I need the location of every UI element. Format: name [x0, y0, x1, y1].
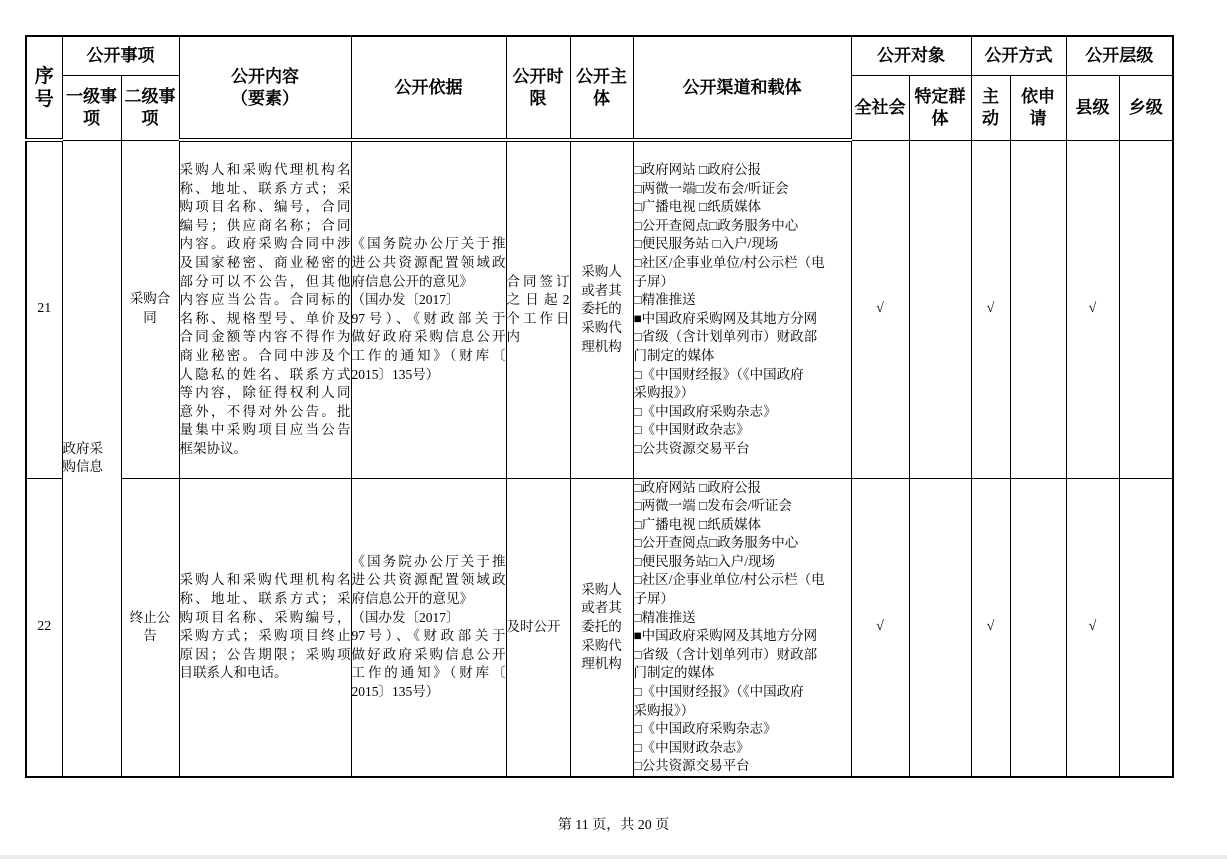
header-item-group: 公开事项 [62, 36, 179, 75]
text-line: ■中国政府采购网及其地方分网 [633, 310, 818, 326]
subject-text [571, 263, 633, 356]
check-mark: √ [1088, 300, 1097, 316]
header-method-request: 依申 请 [1010, 75, 1066, 140]
text-line: 做好政府采购信息公开 [351, 646, 506, 662]
channels-cell [633, 140, 851, 478]
text-line: □政府网站 □政府公报 [633, 479, 762, 495]
row-seq: 21 [26, 140, 62, 478]
text-line: □广播电视 □纸质媒体 [633, 516, 762, 532]
text-line: □政府网站 □政府公报 [633, 162, 762, 177]
level-township-cell [1119, 478, 1173, 777]
text-line: □省级（含计划单列市）财政部 [633, 329, 818, 345]
level2-item-cell [121, 140, 179, 478]
level2-item-text [122, 609, 179, 646]
text-line: 采购代 [581, 637, 622, 653]
text-line: 合同签订 [506, 273, 570, 289]
audience-specific-cell [909, 140, 971, 478]
text-line: 采购合 [129, 291, 171, 307]
text-line: （国办发〔2017〕 [351, 292, 460, 308]
text-line: 商业秘密。合同中涉及个 [179, 347, 351, 363]
table-row [26, 478, 1173, 777]
text-line: 政府采 [62, 440, 103, 456]
header-audience-specific: 特定群 体 [909, 75, 971, 140]
text-line: □《中国财经报》（《中国政府 [633, 684, 804, 700]
text-line: 2015〕135号） [351, 366, 440, 382]
text-line: 框架协议。 [179, 440, 247, 456]
content-text [180, 571, 351, 683]
basis-text [352, 235, 506, 384]
header-level1-item: 一级事 项 [62, 75, 121, 140]
text-line: 《国务院办公厅关于推 [351, 553, 506, 569]
deadline-cell [506, 140, 570, 478]
text-line: 目联系人和电话。 [179, 665, 288, 681]
text-line: 内容。政府采购合同中涉 [179, 236, 351, 252]
table-body [26, 140, 1173, 777]
basis-text [352, 553, 506, 702]
page-number: 第 11 页，共 20 页 [557, 818, 670, 833]
level-township-cell [1119, 140, 1173, 478]
text-line: 门制定的媒体 [633, 665, 715, 681]
disclosure-table [25, 35, 1174, 778]
method-request-cell [1010, 140, 1066, 478]
text-line: 进公共资源配置领域政 [351, 254, 506, 270]
channels-list [634, 479, 851, 777]
table-header [26, 36, 1173, 140]
text-line: 《国务院办公厅关于推 [351, 236, 506, 252]
level-county-cell [1066, 478, 1119, 777]
text-line: 采购报》） [633, 385, 695, 401]
text-line: 或者其 [581, 282, 622, 298]
text-line: □精准推送 [633, 292, 696, 308]
method-request-cell [1010, 478, 1066, 777]
text-line: 委托的 [581, 618, 622, 634]
check-mark: √ [986, 618, 995, 634]
text-line: 采购人和采购代理机构名 [179, 162, 351, 177]
text-line: 进公共资源配置领域政 [351, 572, 506, 588]
audience-specific-cell [909, 478, 971, 777]
check-mark: √ [876, 618, 884, 634]
text-line: 门制定的媒体 [633, 347, 715, 363]
subject-cell [570, 478, 633, 777]
text-line: 终止公 [129, 609, 171, 625]
text-line: □《中国政府采购杂志》 [633, 721, 777, 737]
text-line: 原因；公告期限；采购项 [179, 646, 351, 662]
text-line: 称、地址、联系方式；采 [179, 591, 351, 607]
audience-all-cell [851, 140, 909, 478]
text-line: 采购人 [581, 581, 622, 597]
header-level-township: 乡级 [1119, 75, 1173, 140]
header-level2-item: 二级事 项 [121, 75, 179, 140]
basis-cell [351, 478, 506, 777]
text-line: 及国家秘密、商业秘密的 [179, 254, 351, 270]
text-line: □公共资源交易平台 [633, 758, 750, 774]
text-line: 理机构 [581, 656, 622, 672]
text-line: 内容应当公告。合同标的 [179, 292, 351, 308]
content-cell [179, 140, 351, 478]
level2-item-text [122, 290, 179, 327]
header-audience-all: 全社会 [851, 75, 909, 140]
text-line: 购信息 [62, 459, 103, 475]
deadline-cell [506, 478, 570, 777]
subject-text [571, 581, 633, 674]
header-deadline: 公开时 限 [506, 36, 570, 140]
level2-item-cell [121, 478, 179, 777]
text-line: 购项目名称、编号，合同 [179, 199, 351, 215]
text-line: □《中国财经报》（《中国政府 [633, 366, 804, 382]
method-active-cell [971, 478, 1010, 777]
subject-cell [570, 140, 633, 478]
text-line: 告 [143, 628, 157, 644]
text-line: ■中国政府采购网及其地方分网 [633, 628, 818, 644]
text-line: 个工作日 [506, 310, 570, 326]
text-line: 采购人 [581, 264, 622, 280]
text-line: □便民服务站□入户/现场 [633, 553, 776, 569]
deadline-text [507, 273, 570, 347]
text-line: 97号）、《财政部关于 [351, 628, 506, 644]
text-line: □两微一端 □发布会/听证会 [633, 498, 792, 514]
text-line: 名称、规格型号、单价及 [179, 310, 351, 326]
text-line: 称、地址、联系方式；采 [179, 180, 351, 196]
text-line: 委托的 [581, 301, 622, 317]
text-line: 部分可以不公告，但其他 [179, 273, 351, 289]
text-line: 内 [506, 329, 520, 345]
text-line: □《中国财政杂志》 [633, 422, 750, 438]
page-bottom-edge [0, 855, 1227, 859]
text-line: □《中国政府采购杂志》 [633, 403, 777, 419]
text-line: 量集中采购项目应当公告 [179, 422, 351, 438]
header-seq: 序 号 [26, 36, 62, 140]
level-county-cell [1066, 140, 1119, 478]
text-line: 意外，不得对外公告。批 [179, 403, 351, 419]
header-level-county: 县级 [1066, 75, 1119, 140]
header-method-active: 主 动 [971, 75, 1010, 140]
header-level-group: 公开层级 [1066, 36, 1173, 75]
text-line: □公共资源交易平台 [633, 440, 750, 456]
text-line: 购项目名称、采购编号， [179, 609, 351, 625]
text-line: □公开查阅点□政务服务中心 [633, 217, 799, 233]
text-line: □省级（含计划单列市）财政部 [633, 646, 818, 662]
text-line: □社区/企事业单位/村公示栏（电 [633, 572, 825, 588]
check-mark: √ [1088, 618, 1097, 634]
text-line: 编号；供应商名称；合同 [179, 217, 351, 233]
header-method-group: 公开方式 [971, 36, 1066, 75]
text-line: □广播电视 □纸质媒体 [633, 199, 762, 215]
text-line: 采购报》） [633, 702, 695, 718]
text-line: 之日起2 [506, 292, 570, 308]
text-line: □公开查阅点□政务服务中心 [633, 535, 799, 551]
text-line: □社区/企事业单位/村公示栏（电 [633, 254, 825, 270]
text-line: 等内容，除征得权利人同 [179, 385, 351, 401]
text-line: 采购方式；采购项目终止 [179, 628, 351, 644]
text-line: 工作的通知》（财库〔 [351, 665, 506, 681]
text-line: 府信息公开的意见》 [351, 591, 473, 607]
text-line: （国办发〔2017〕 [351, 609, 460, 625]
text-line: 采购代 [581, 320, 622, 336]
header-channels: 公开渠道和载体 [633, 36, 851, 140]
text-line: 府信息公开的意见》 [351, 273, 473, 289]
text-line: 2015〕135号） [351, 684, 440, 700]
level1-item-cell [62, 140, 121, 777]
channels-cell [633, 478, 851, 777]
header-subject: 公开主 体 [570, 36, 633, 140]
content-text [180, 161, 351, 459]
deadline-text [507, 618, 570, 637]
text-line: 子屏） [633, 591, 674, 607]
text-line: 做好政府采购信息公开 [351, 329, 506, 345]
text-line: 子屏） [633, 273, 674, 289]
text-line: 同 [143, 310, 157, 325]
text-line: 理机构 [581, 338, 622, 354]
text-line: 合同金额等内容不得作为 [179, 329, 351, 345]
header-basis: 公开依据 [351, 36, 506, 140]
header-content: 公开内容 （要素） [179, 36, 351, 140]
table-row [26, 140, 1173, 478]
method-active-cell [971, 140, 1010, 478]
row-seq: 22 [26, 478, 62, 777]
text-line: 工作的通知》（财库〔 [351, 347, 506, 363]
channels-list [634, 161, 851, 459]
text-line: □两微一端□发布会/听证会 [633, 180, 789, 196]
text-line: 或者其 [581, 600, 622, 616]
text-line: 人隐私的姓名、联系方式 [179, 366, 351, 382]
text-line: 及时公开 [506, 618, 561, 634]
header-audience-group: 公开对象 [851, 36, 971, 75]
text-line: □便民服务站 □入户/现场 [633, 236, 779, 252]
header-row-top [26, 36, 1173, 75]
text-line: 97号）、《财政部关于 [351, 310, 506, 326]
level1-item-text [63, 440, 121, 477]
check-mark: √ [986, 300, 995, 316]
text-line: 采购人和采购代理机构名 [179, 572, 351, 588]
text-line: □《中国财政杂志》 [633, 739, 750, 755]
basis-cell [351, 140, 506, 478]
text-line: □精准推送 [633, 609, 696, 625]
check-mark: √ [876, 300, 884, 316]
audience-all-cell [851, 478, 909, 777]
content-cell [179, 478, 351, 777]
